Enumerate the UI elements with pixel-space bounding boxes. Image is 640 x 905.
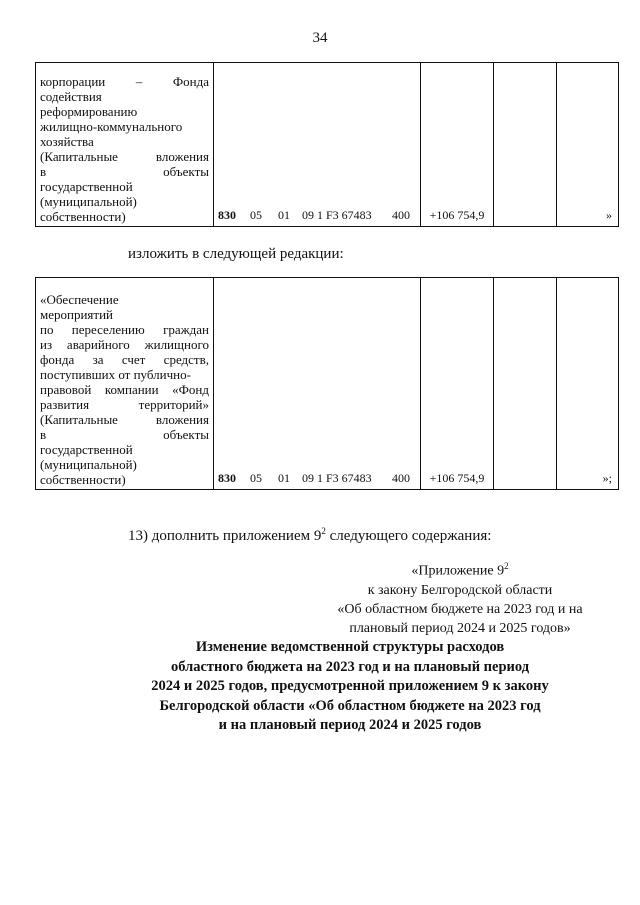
- table-row: [36, 63, 619, 227]
- expense-name-line: развития территорий»: [40, 397, 209, 412]
- article-code: 09 1 F3 67483: [302, 471, 372, 485]
- amount-2023-cell: +106 754,9: [421, 278, 494, 490]
- expense-type-code: 400: [392, 208, 410, 222]
- expense-type-code: 400: [392, 471, 410, 485]
- expense-name-line: содействия: [40, 89, 102, 104]
- appendix-label: «Приложение 9: [411, 563, 505, 579]
- expense-name-line: государственной: [40, 179, 133, 194]
- budget-table-original: [35, 62, 619, 227]
- appendix-line-4: плановый период 2024 и 2025 годов»: [349, 620, 571, 636]
- expense-name-line: жилищно-коммунального: [40, 119, 183, 134]
- expense-name-line: по переселению граждан: [40, 322, 209, 337]
- section-code: 05: [250, 471, 262, 485]
- classification-codes-cell: [214, 63, 421, 227]
- ministry-code: 830: [218, 471, 236, 485]
- title-line: и на плановый период 2024 и 2025 годов: [218, 717, 482, 733]
- expense-name-line: корпорации – Фонда: [40, 74, 209, 89]
- expense-name-line: собственности): [40, 209, 126, 224]
- expense-name: [40, 74, 209, 224]
- expense-name-line: (муниципальной): [40, 457, 137, 472]
- title-line: областного бюджета на 2023 год и на плановый период: [170, 658, 530, 675]
- appendix-superscript: 2: [504, 561, 509, 571]
- expense-name-line: «Обеспечение: [40, 292, 119, 307]
- item-13-superscript: 2: [321, 526, 326, 536]
- page-number: 34: [312, 30, 328, 46]
- edit-phrase: изложить в следующей редакции:: [128, 246, 344, 262]
- subsection-code: 01: [278, 208, 290, 222]
- budget-table-revised: [35, 277, 619, 490]
- expense-name-line: в объекты: [40, 164, 209, 179]
- table-row: [36, 278, 619, 490]
- closing-quote: »;: [557, 278, 619, 490]
- closing-quote: »: [557, 63, 619, 227]
- item-13-paragraph: [128, 526, 491, 545]
- document-title: [100, 638, 600, 736]
- appendix-header: [320, 557, 600, 638]
- expense-name-line: фонда за счет средств,: [40, 352, 209, 367]
- expense-name-line: мероприятий: [40, 307, 113, 322]
- expense-name-cell: [36, 63, 214, 227]
- amount-2024-cell: [494, 278, 557, 490]
- expense-name-line: хозяйства: [40, 134, 94, 149]
- classification-codes-cell: [214, 278, 421, 490]
- amount-2023-cell: +106 754,9: [421, 63, 494, 227]
- expense-name-line: поступивших от публично-: [40, 367, 191, 382]
- appendix-line-3: «Об областном бюджете на 2023 год и на: [337, 601, 583, 617]
- expense-name-line: в объекты: [40, 427, 209, 442]
- item-13-suffix: следующего содержания:: [325, 528, 492, 544]
- appendix-line-1: [320, 557, 600, 581]
- appendix-line-2: к закону Белгородской области: [367, 582, 553, 598]
- expense-name-line: государственной: [40, 442, 133, 457]
- subsection-code: 01: [278, 471, 290, 485]
- title-line: 2024 и 2025 годов, предусмотренной приложением 9 к закону: [151, 678, 549, 694]
- expense-name-line: правовой компании «Фонд: [40, 382, 209, 397]
- expense-name-line: (муниципальной): [40, 194, 137, 209]
- expense-name-line: реформированию: [40, 104, 138, 119]
- expense-name-cell: [36, 278, 214, 490]
- title-line: Белгородской области «Об областном бюджете на 2023 год: [159, 697, 541, 714]
- expense-name: [40, 292, 209, 487]
- title-line: Изменение ведомственной структуры расходов: [195, 639, 505, 655]
- article-code: 09 1 F3 67483: [302, 208, 372, 222]
- expense-name-line: из аварийного жилищного: [40, 337, 209, 352]
- expense-name-line: (Капитальные вложения: [40, 412, 209, 427]
- item-13-text: 13) дополнить приложением 9: [128, 528, 322, 544]
- expense-name-line: (Капитальные вложения: [40, 149, 209, 164]
- expense-name-line: собственности): [40, 472, 126, 487]
- amount-2024-cell: [494, 63, 557, 227]
- ministry-code: 830: [218, 208, 236, 222]
- section-code: 05: [250, 208, 262, 222]
